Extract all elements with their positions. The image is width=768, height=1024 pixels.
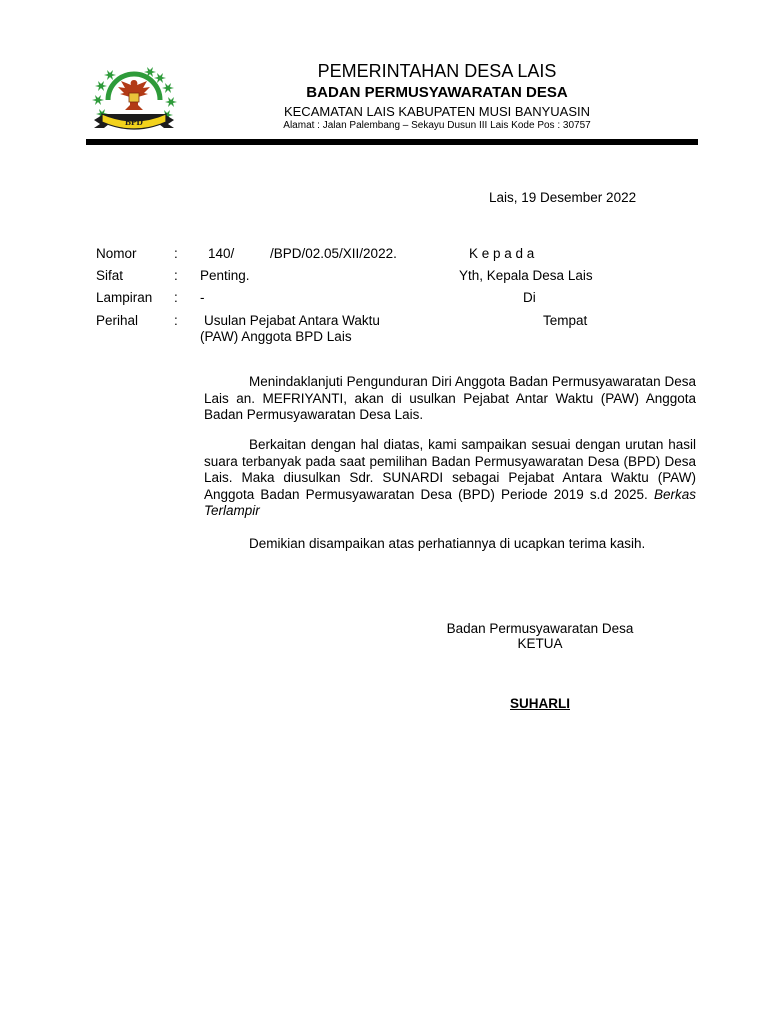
header-rule: [86, 139, 698, 145]
lampiran-label: Lampiran: [96, 290, 153, 305]
lampiran-value: -: [200, 290, 205, 305]
signature-org: Badan Permusyawaratan Desa: [446, 621, 634, 636]
kop-address: Alamat : Jalan Palembang – Sekayu Dusun III Lais Kode Pos : 30757: [283, 120, 591, 131]
perihal-label: Perihal: [96, 313, 139, 328]
body-paragraph-2-text: Berkaitan dengan hal diatas, kami sampaikan sesuai dengan urutan hasil suara terbanyak pada saat pemilihan Badan Permusyawaratan Desa (BPD) Desa Lais. Maka diusulkan Sdr. SUNARDI sebagai Pejabat Antara Waktu (PAW) Anggota Badan Permusyawaratan Desa (BPD) Periode 2019 s.d 2025.: [204, 437, 696, 502]
letter-date: Lais, 19 Desember 2022: [489, 190, 637, 205]
lampiran-colon: :: [174, 290, 178, 305]
body-paragraph-1: Menindaklanjuti Pengunduran Diri Anggota Badan Permusyawaratan Desa Lais an. MEFRIYANTI, akan di usulkan Pejabat Antar Waktu (PAW) Anggota Badan Permusyawaratan Desa Lais.: [204, 374, 696, 422]
nomor-label: Nomor: [96, 246, 137, 261]
signature-title: KETUA: [517, 636, 563, 651]
kop-institution: BADAN PERMUSYAWARATAN DESA: [306, 84, 568, 101]
body-paragraph-3: Demikian disampaikan atas perhatiannya di ucapkan terima kasih.: [249, 536, 646, 551]
sifat-label: Sifat: [96, 268, 124, 283]
recipient-yth: Yth, Kepala Desa Lais: [459, 268, 593, 283]
nomor-colon: :: [174, 246, 178, 261]
nomor-value-b: /BPD/02.05/XII/2022.: [270, 246, 397, 261]
sifat-value: Penting.: [200, 268, 250, 283]
bpd-logo: [88, 60, 180, 138]
sifat-colon: :: [174, 268, 178, 283]
perihal-value-1: Usulan Pejabat Antara Waktu: [204, 313, 380, 328]
kop-region: KECAMATAN LAIS KABUPATEN MUSI BANYUASIN: [283, 104, 591, 119]
perihal-value-2: (PAW) Anggota BPD Lais: [200, 329, 352, 344]
perihal-colon: :: [174, 313, 178, 328]
recipient-kepada: K e p a d a: [469, 246, 535, 261]
body-paragraph-2: [204, 437, 696, 520]
signature-name: SUHARLI: [510, 696, 570, 711]
nomor-value-a: 140/: [208, 246, 235, 261]
recipient-tempat: Tempat: [543, 313, 588, 328]
logo-text: BPD: [125, 117, 143, 127]
body-paragraph-2-italic: Berkas Terlampir: [204, 486, 696, 518]
recipient-di: Di: [523, 290, 536, 305]
kop-title: PEMERINTAHAN DESA LAIS: [317, 61, 557, 81]
